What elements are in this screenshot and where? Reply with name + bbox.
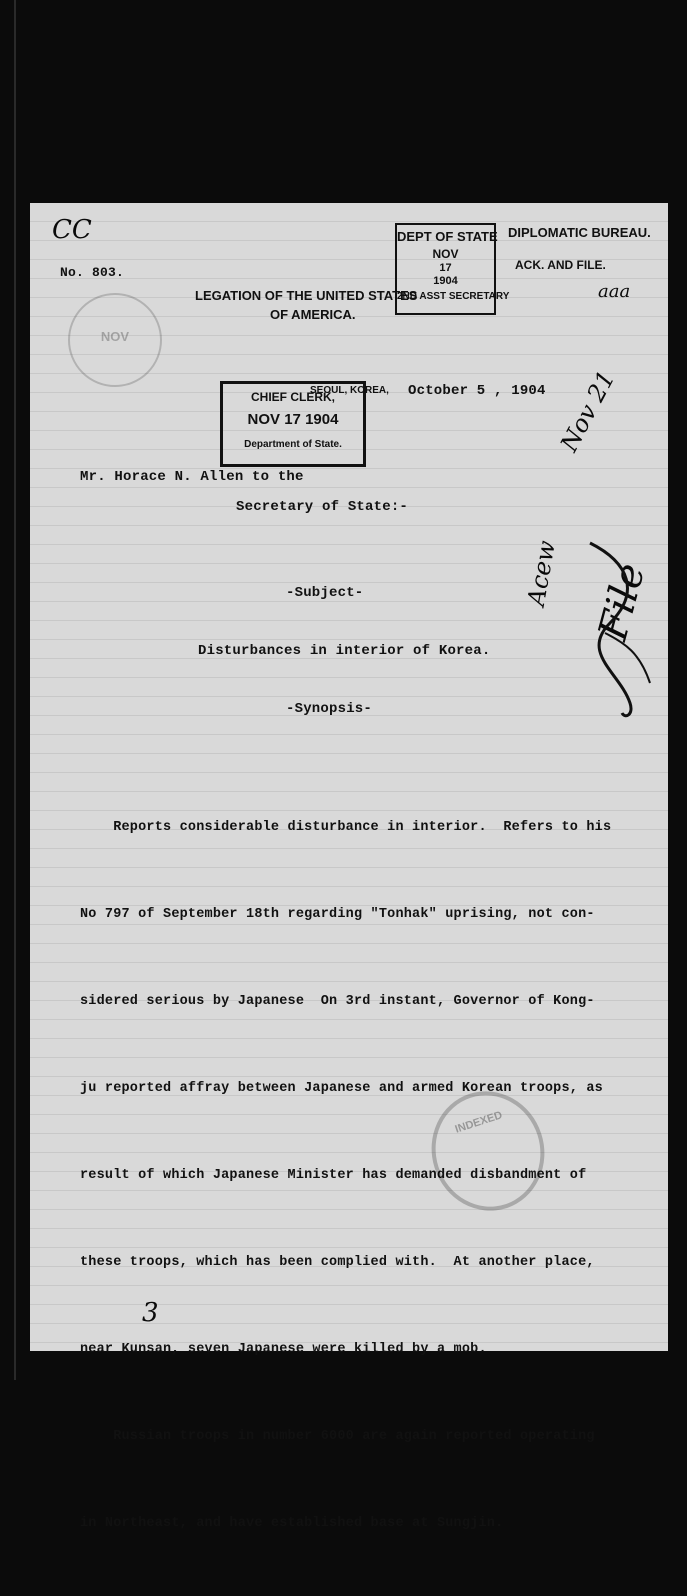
addressee-line-1: Mr. Horace N. Allen to the	[80, 469, 304, 485]
body-line: near Kunsan, seven Japanese were killed by a mob.	[80, 1342, 487, 1357]
addressee-line-2: Secretary of State:-	[236, 499, 409, 515]
handwritten-bottom-mark: 3	[142, 1298, 159, 1328]
place: SEOUL, KOREA,	[310, 385, 389, 396]
body-line: these troops, which has been complied with. At another place,	[80, 1255, 595, 1270]
film-edge-line	[14, 0, 16, 1380]
faded-stamp-left-text: NOV	[100, 329, 130, 344]
handwritten-note-file: File	[590, 558, 655, 645]
chief-clerk-line-1: CHIEF CLERK,	[251, 390, 335, 404]
diplomatic-bureau-text: DIPLOMATIC BUREAU.	[508, 225, 651, 240]
dept-stamp-line-5: 2ND ASST SECRETARY	[397, 291, 510, 302]
body-line: No 797 of September 18th regarding "Tonhak" uprising, not con-	[80, 907, 595, 922]
letterhead-line-1: LEGATION OF THE UNITED STATES	[195, 288, 418, 303]
faded-round-stamp-left	[68, 293, 162, 387]
body-line: sidered serious by Japanese On 3rd instant, Governor of Kong-	[80, 994, 595, 1009]
faded-stamp-right-text: INDEXED	[453, 1109, 504, 1136]
handwritten-flourish	[570, 533, 660, 723]
dept-stamp-line-4: 1904	[433, 275, 458, 287]
ack-and-file-text: ACK. AND FILE.	[515, 258, 606, 272]
dept-of-state-stamp	[395, 223, 510, 315]
document-page	[30, 203, 668, 1531]
chief-clerk-line-2: NOV 17 1904	[247, 411, 339, 428]
body-line: Reports considerable disturbance in interior. Refers to his	[80, 820, 612, 835]
subject-text: Disturbances in interior of Korea.	[198, 643, 491, 659]
synopsis-heading: -Synopsis-	[286, 701, 373, 717]
subject-heading: -Subject-	[286, 585, 364, 601]
handwritten-initials: aaa	[598, 281, 631, 302]
handwritten-note-nov21: Nov 21	[555, 366, 621, 457]
body-line: result of which Japanese Minister has demanded disbandment of	[80, 1168, 587, 1183]
letter-number: No. 803.	[60, 265, 125, 280]
date: October 5 , 1904	[408, 383, 546, 399]
body-line: ju reported affray between Japanese and armed Korean troops, as	[80, 1081, 603, 1096]
dept-stamp-line-3: 17	[439, 262, 452, 274]
letterhead-line-2: OF AMERICA.	[270, 307, 356, 322]
chief-clerk-line-3: Department of State.	[244, 439, 342, 450]
handwritten-note-acew: Acew	[522, 538, 561, 608]
body-line: in Northeast, and have established base at Sungjin.	[80, 1516, 504, 1531]
body-line: Russian troops in number 6000 are again reported operating	[80, 1429, 595, 1444]
handwritten-cc: CC	[52, 215, 92, 245]
dept-stamp-line-1: DEPT OF STATE	[397, 229, 498, 244]
dept-stamp-line-2: NOV	[432, 247, 459, 261]
